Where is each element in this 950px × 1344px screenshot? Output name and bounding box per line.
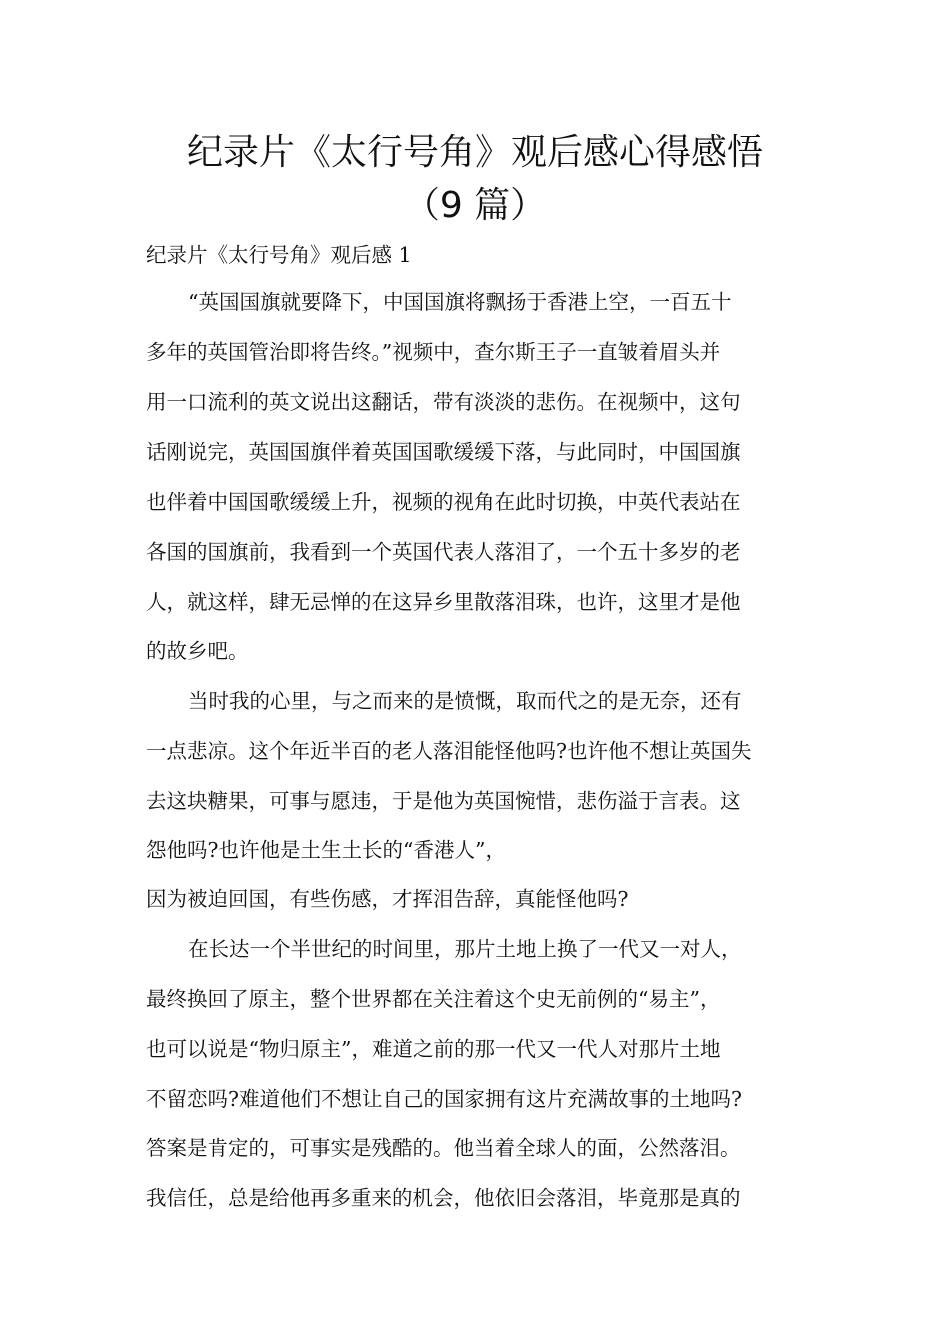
document-title-subline: （9 篇） <box>403 185 547 226</box>
paragraph-line: “英国国旗就要降下，中国国旗将飘扬于香港上空，一百五十 <box>188 290 732 314</box>
paragraph-line: 最终换回了原主，整个世界都在关注着这个史无前例的“易主”， <box>146 987 721 1011</box>
paragraph-line: 用一口流利的英文说出这翻话，带有淡淡的悲伤。在视频中，这句 <box>146 390 741 414</box>
paragraph-line: 一点悲凉。这个年近半百的老人落泪能怪他吗?也许他不想让英国失 <box>146 739 752 763</box>
paragraph-line: 答案是肯定的，可事实是残酷的。他当着全球人的面，公然落泪。 <box>146 1136 741 1160</box>
paragraph-line: 话刚说完，英国国旗伴着英国国歌缓缓下落，与此同时，中国国旗 <box>146 440 741 464</box>
paragraph-line: 人，就这样，肆无忌惮的在这异乡里散落泪珠，也许，这里才是他 <box>146 590 741 614</box>
paragraph-line: 也可以说是“物归原主”，难道之前的那一代又一代人对那片土地 <box>146 1037 721 1061</box>
paragraph-line: 我信任，总是给他再多重来的机会，他依旧会落泪，毕竟那是真的 <box>146 1186 741 1210</box>
document-title: 纪录片《太行号角》观后感心得感悟 <box>186 132 763 173</box>
paragraph-line: 当时我的心里，与之而来的是愤慨，取而代之的是无奈，还有 <box>188 689 742 713</box>
paragraph-line: 不留恋吗?难道他们不想让自己的国家拥有这片充满故事的土地吗? <box>146 1087 742 1111</box>
paragraph-line: 也伴着中国国歌缓缓上升，视频的视角在此时切换，中英代表站在 <box>146 490 741 514</box>
paragraph-line: 因为被迫回国，有些伤感，才挥泪告辞，真能怪他吗? <box>146 887 629 911</box>
paragraph-line: 怨他吗?也许他是土生土长的“香港人”， <box>146 838 506 862</box>
section-heading: 纪录片《太行号角》观后感 1 <box>146 243 412 267</box>
paragraph-line: 的故乡吧。 <box>146 639 249 663</box>
paragraph-line: 各国的国旗前，我看到一个英国代表人落泪了，一个五十多岁的老 <box>146 540 741 564</box>
paragraph-line: 在长达一个半世纪的时间里，那片土地上换了一代又一对人， <box>188 937 742 961</box>
paragraph-line: 去这块糖果，可事与愿违，于是他为英国惋惜，悲伤溢于言表。这 <box>146 789 741 813</box>
paragraph-line: 多年的英国管治即将告终。”视频中，查尔斯王子一直皱着眉头并 <box>146 340 721 364</box>
